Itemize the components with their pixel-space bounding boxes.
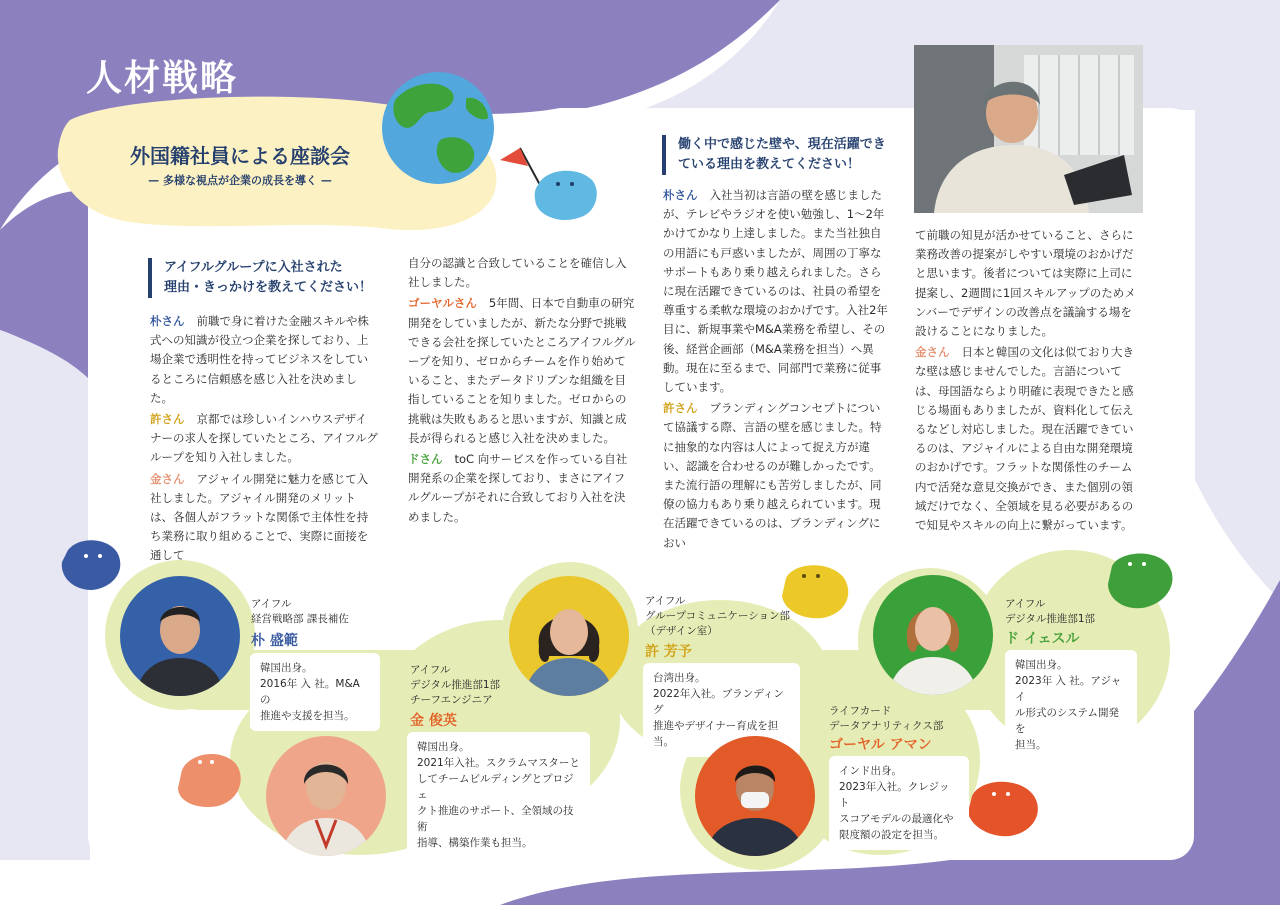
hero-subtitle: — 多様な視点が企業の成長を導く — (148, 174, 332, 187)
lavender-bottom-left (0, 330, 90, 860)
profile-org: ライフカード データアナリティクス部 (829, 705, 944, 732)
column-1 (150, 312, 378, 563)
answer-paragraph (150, 470, 378, 566)
question-1-line1: アイフルグループに入社された (164, 260, 343, 275)
answer-paragraph (663, 186, 891, 397)
avatar-park (120, 576, 240, 696)
answer-text: アジャイル開発に魅力を感じて入社しました。アジャイル開発のメリットは、各個人がフラットな関係で主体性を持ち業務に取り組めることで、実際に面接を通して (150, 471, 369, 563)
answer-text: 京都では珍しいインハウスデザイナーの求人を探していたところ、アイフルグループを知り入社しました。 (150, 412, 378, 465)
avatar-do (873, 575, 993, 695)
question-2-heading (662, 135, 902, 175)
avatar-goyal (695, 736, 815, 856)
profile-org: アイフル デジタル推進部1部 チーフエンジニア (410, 664, 501, 706)
speaker-label: 許さん (663, 401, 698, 416)
question-2-line2: ている理由を教えてください！ (678, 157, 861, 172)
avatar-kin (266, 736, 386, 856)
globe-icon (382, 72, 494, 184)
yellow-mascot-icon (782, 565, 848, 618)
column-3 (663, 186, 891, 550)
answer-paragraph (150, 410, 378, 468)
answer-paragraph (915, 343, 1143, 535)
answer-text: 入社当初は言語の壁を感じましたが、テレビやラジオを使い勉強し、1～2年かけてかなり上達しました。また当社独自の用語にも戸惑いましたが、周囲の丁寧なサポートもあり乗り越えられました。さらに現在活躍できているのは、社員の希望を尊重する柔軟な環境のおかげです。入社2年目に、新規事業やM&A業務を希望し、その後、経営企画部（M&A業務を担当）へ異動。現在に至るまで、同部門で業務に従事しています。 (663, 188, 888, 395)
interview-photo (914, 45, 1143, 213)
profile-bio: 韓国出身。 2021年入社。スクラムマスターと してチームビルディングとプロジェ クト推進のサポート、全領域の技術 指導、構築作業も担当。 (407, 732, 590, 858)
profile-org: アイフル 経営戦略部 課長補佐 (251, 598, 349, 625)
answer-text: 前職で身に着けた金融スキルや株式への知識が役立つ企業を探しており、上場企業で透明性を持ってビジネスをしているところに信頼感を感じ入社を決めました。 (150, 314, 369, 405)
profile-bio: 台湾出身。 2022年入社。ブランディング 推進やデザイナー育成を担当。 (643, 663, 800, 757)
question-1-heading (148, 258, 388, 298)
question-1-line2: 理由・きっかけを教えてください！ (164, 280, 373, 295)
profile-bio: 韓国出身。 2023年 入 社。アジャイ ル形式のシステム開発を 担当。 (1005, 650, 1137, 760)
profile-name: ゴーヤル アマン (829, 737, 932, 753)
profile-org: アイフル デジタル推進部1部 (1005, 598, 1096, 625)
answer-paragraph (408, 450, 636, 527)
speaker-label: 朴さん (150, 314, 185, 328)
blue-mascot-icon (535, 171, 597, 220)
speaker-label: 金さん (915, 345, 950, 360)
answer-text: 日本と韓国の文化は似ており大きな壁は感じませんでした。言語については、母国語ならより明確に表現できたと感じる場面もありましたが、資料化して伝えるなどし対応しました。現在活躍できているのは、アジャイルによる自由な開発環境のおかげです。フラットな関係性のチーム内で活発な意見交換ができ、また個別の領域だけでなく、全領域を見る必要があるので知見やスキルの向上に繋がっています。 (915, 345, 1134, 533)
answer-text: 5年間、日本で自動車の研究開発をしていましたが、新たな分野で挑戦できる会社を探していたところアイフルグループを知り、ゼロからチームを作り始めていること、またデータドリブンな組織を目指していることを知りました。ゼロからの挑戦は失敗もあると思いますが、知識と成長が得られると感じ入社を決めました。 (408, 296, 636, 445)
answer-paragraph (663, 399, 891, 553)
question-2-line1: 働く中で感じた壁や、現在活躍でき (678, 137, 886, 152)
answer-continuation: 自分の認識と合致していることを確信し入社しました。 (408, 256, 627, 290)
profile-name: 朴 盛範 (251, 633, 298, 649)
hero-title: 外国籍社員による座談会 (130, 144, 350, 168)
speaker-label: ドさん (408, 452, 443, 467)
profile-bio: 韓国出身。 2016年 入 社。M&Aの 推進や支援を担当。 (250, 653, 380, 731)
avatar-kyo (509, 576, 629, 696)
profile-name: 許 芳予 (645, 644, 692, 660)
speaker-label: ゴーヤルさん (408, 296, 477, 311)
answer-text: toC 向サービスを作っている自社開発系の企業を探しており、まさにアイフルグループがそれに合致しており入社を決めました。 (408, 452, 628, 524)
speaker-label: 許さん (150, 412, 185, 427)
page-title: 人材戦略 (86, 58, 239, 99)
answer-text: ブランディングコンセプトについて協議する際、言語の壁を感じました。特に抽象的な内容は人によって捉え方が違い、認識を合わせるのが難しかったです。また流行語の理解にも苦労しましたが、同僚の協力もあり乗り越えられています。現在活躍できているのは、ブランディングにおい (663, 401, 882, 550)
speaker-label: 金さん (150, 471, 185, 486)
answer-paragraph (150, 312, 378, 408)
column-2 (408, 254, 636, 529)
answer-continuation: て前職の知見が活かせていること、さらに業務改善の提案がしやすい環境のおかげだと思います。後者については実際に上司に提案し、2週間に1回スキルアップのためメンバーでデザインの改善点を議論する場を設けることになりました。 (915, 228, 1136, 339)
profile-name: 金 俊英 (410, 713, 457, 729)
column-4 (915, 226, 1143, 536)
speaker-label: 朴さん (663, 188, 698, 202)
answer-paragraph (408, 294, 636, 448)
profile-name: ド イェスル (1005, 631, 1080, 647)
profile-bio: インド出身。 2023年入社。クレジット スコアモデルの最適化や 限度額の設定を担当。 (829, 756, 969, 850)
profile-org: アイフル グループコミュニケーション部 （デザイン室） (645, 595, 791, 637)
